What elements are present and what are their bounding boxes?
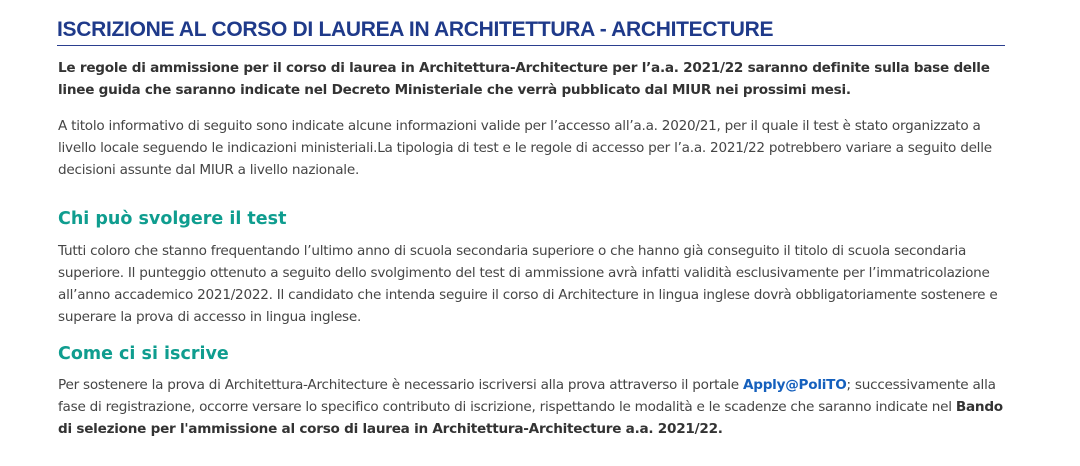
section-heading-how-to-enroll: Come ci si iscrive [58, 344, 229, 364]
bando-reference: Bando di selezione per l'ammissione al corso di laurea in Architettura-Architecture a.a. 2021/22. [58, 399, 1003, 437]
page-title: ISCRIZIONE AL CORSO DI LAUREA IN ARCHITETTURA - ARCHITECTURE [57, 17, 1005, 46]
how-to-enroll-text-start: Per sostenere la prova di Architettura-Architecture è necessario iscriversi alla prova attraverso il portale [58, 377, 743, 393]
apply-polito-link[interactable]: Apply@PoliTO [742, 377, 847, 393]
how-to-enroll-paragraph [58, 374, 1018, 440]
lead-paragraph: Le regole di ammissione per il corso di laurea in Architettura-Architecture per l’a.a. 2021/22 saranno definite sulla base delle linee guida che saranno indicate nel Decreto Ministeriale che verrà pubblicato dal MIUR nei prossimi mesi. [58, 60, 990, 98]
section-heading-who-can-take-test: Chi può svolgere il test [58, 209, 287, 229]
who-can-take-test-paragraph: Tutti coloro che stanno frequentando l’ultimo anno di scuola secondaria superiore o che hanno già conseguito il titolo di scuola secondaria superiore. Il punteggio ottenuto a seguito dello svolgimento del test di ammissione avrà infatti validità esclusivamente per l’immatricolazione all’anno accademico 2021/2022. Il candidato che intenda seguire il corso di Architecture in lingua inglese dovrà obbligatoriamente sostenere e superare la prova di accesso in lingua inglese. [58, 243, 998, 325]
intro-paragraph: A titolo informativo di seguito sono indicate alcune informazioni valide per l’accesso all’a.a. 2020/21, per il quale il test è stato organizzato a livello locale seguendo le indicazioni ministeriali.La tipologia di test e le regole di accesso per l’a.a. 2021/22 potrebbero variare a seguito delle decisioni assunte dal MIUR a livello nazionale. [58, 118, 992, 178]
how-to-enroll-text-middle: ; successivamente alla fase di registrazione, occorre versare lo specifico contributo di iscrizione, rispettando le modalità e le scadenze che saranno indicate nel [58, 377, 996, 415]
